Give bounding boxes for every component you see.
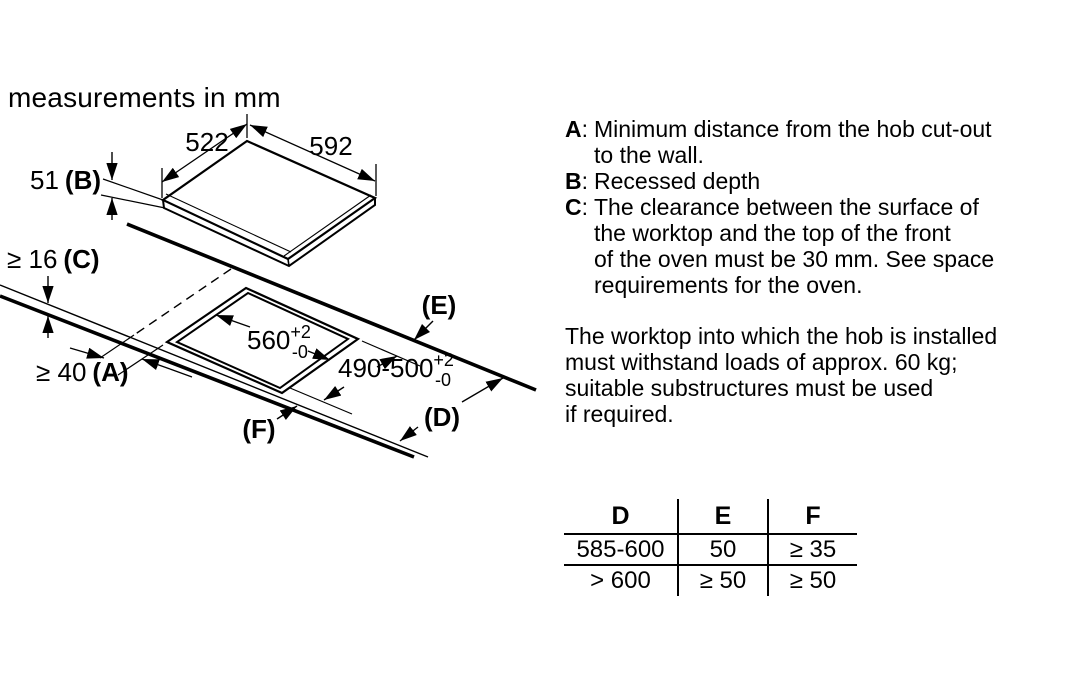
diagram-heading: measurements in mm	[8, 82, 281, 113]
worktop-back-edge	[127, 224, 536, 390]
dim-490-label: $490-500^{+2}$ -0	[338, 350, 454, 390]
spec-table	[564, 499, 857, 596]
dim-522-label: 522	[185, 127, 229, 157]
spec-table-row-1	[564, 534, 857, 565]
definition-a	[565, 116, 1065, 168]
definition-b-text: Recessed depth	[594, 168, 761, 194]
dim-592-label: 592	[309, 131, 353, 161]
definition-c-key: C:	[565, 194, 589, 220]
spec-table-header-e: E	[678, 499, 768, 534]
callout-d-leader-front	[400, 427, 418, 441]
dim-recessed-depth	[101, 152, 165, 220]
spec-table-row-2	[564, 565, 857, 596]
dim-560-label: $560^{+2}$ -0	[247, 322, 311, 362]
spec-table-header-row	[564, 499, 857, 534]
dim-b-label: 51 (B)	[29, 165, 101, 195]
spec-cell: 50	[678, 534, 768, 565]
dim-cutout-to-wall	[70, 345, 192, 377]
callout-d-leader-back	[462, 378, 503, 402]
callout-e-leader	[414, 321, 433, 340]
callout-f	[242, 406, 297, 444]
definition-a-key: A:	[565, 116, 589, 142]
definition-b	[565, 168, 1065, 194]
hob-front-corner-edge	[288, 259, 289, 266]
callout-e	[414, 290, 456, 340]
spec-cell: > 600	[590, 567, 651, 594]
callout-d-label: (D)	[423, 402, 461, 432]
definition-b-key: B:	[565, 168, 589, 194]
callout-d	[400, 378, 503, 441]
dim-490-witness-front	[290, 388, 352, 414]
definition-c	[565, 194, 1065, 298]
dim-c-label: ≥ 16 (C)	[7, 244, 100, 274]
definition-c-text: The clearance between the surface of the worktop and the top of the front of the oven must be 30 mm. See space requirements for the oven.	[594, 194, 995, 298]
legend-notes	[565, 116, 1065, 298]
callout-f-label: (F)	[242, 414, 276, 444]
worktop-load-note: The worktop into which the hob is installed must withstand loads of approx. 60 kg; suitable substructures must be used if required.	[565, 323, 998, 427]
spec-cell: ≥ 50	[678, 565, 768, 596]
definition-a-text: Minimum distance from the hob cut-out to the wall.	[594, 116, 992, 168]
spec-cell: 585-600	[564, 534, 678, 565]
dim-a-label: ≥ 40 (A)	[36, 357, 129, 387]
callout-e-label: (E)	[421, 290, 457, 320]
spec-cell: ≥ 50	[768, 565, 857, 596]
spec-table-header-f: F	[768, 499, 857, 534]
spec-table-header-d: D	[564, 499, 678, 534]
spec-cell: ≥ 35	[768, 534, 857, 565]
dim-490-arrow-down	[324, 387, 344, 400]
